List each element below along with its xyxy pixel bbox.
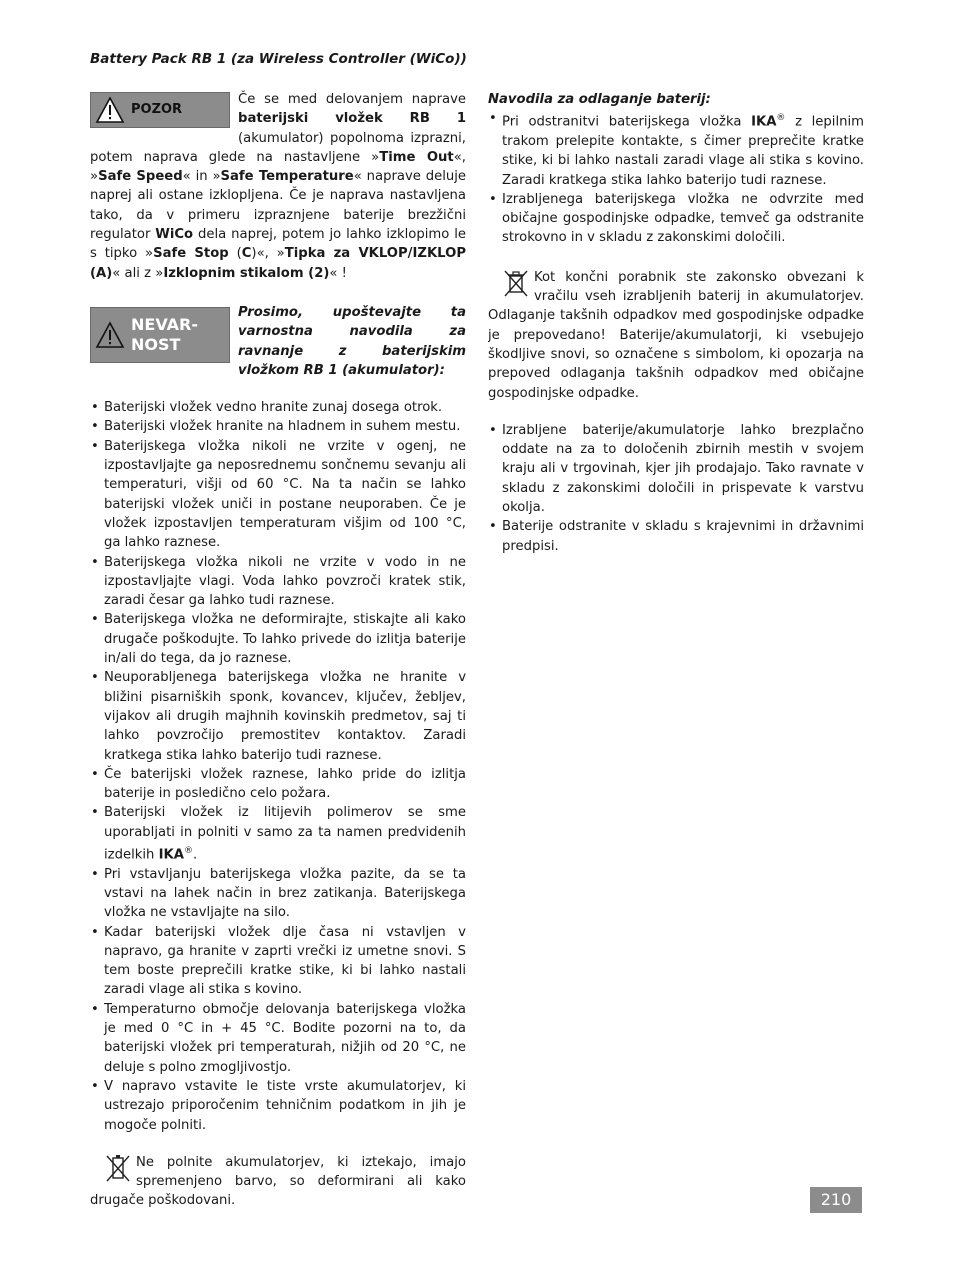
list-item: • Baterijskega vložka ne deformirajte, stiskajte ali kako drugače poškodujte. To lahko privede do izlitja baterije in/ali do tega, da jo raznese. <box>90 610 466 668</box>
list-item: • Temperaturno območje delovanja baterijskega vložka je med 0 °C in + 45 °C. Bodite pozorni na to, da baterijski vložek pri temperaturah, nižjih od 20 °C, ne deluje s polno zmogljivostjo. <box>90 1000 466 1077</box>
warning-triangle-icon <box>95 321 125 349</box>
safety-bullet-list <box>90 398 466 1135</box>
list-item: • Baterijskega vložka nikoli ne vrzite v ogenj, ne izpostavljajte ga neposrednemu sončnemu sevanju ali temperaturi, višji od 60 °C. Na ta način se lahko baterijski vložek uniči in postane neuporaben. Če je vložek izpostavljen temperaturam višjim od 100 °C, ga lahko raznese. <box>90 437 466 553</box>
left-column <box>90 90 466 1211</box>
list-item: • Baterije odstranite v skladu s krajevnimi in državnimi predpisi. <box>488 517 864 556</box>
right-column <box>488 90 864 556</box>
left-icon-note-text: Ne polnite akumulatorjev, ki iztekajo, imajo spremenjeno barvo, so deformirani ali kako drugače poškodovani. <box>90 1154 466 1209</box>
list-item: • Baterijski vložek iz litijevih polimerov se sme uporabljati in polniti v samo za ta namen predvidenih izdelkih IKA®. <box>90 803 466 864</box>
list-item: • V napravo vstavite le tiste vrste akumulatorjev, ki ustrezajo priporočenim tehničnim podatkom in jih je mogoče polniti. <box>90 1077 466 1135</box>
disposal-bullet-list-top <box>488 109 864 247</box>
pozor-label: POZOR <box>131 102 183 118</box>
right-icon-note <box>488 268 864 403</box>
list-item: • Izrabljene baterije/akumulatorje lahko brezplačno oddate na za to določenih zbirnih mestih v svojem kraju ali v trgovinah, kjer jih prodajajo. Tako ravnate v skladu z zakonskimi določili in prispevate k varstvu okolja. <box>488 421 864 517</box>
page-number: 210 <box>810 1187 862 1213</box>
left-icon-note <box>90 1153 466 1211</box>
nevarnost-block <box>90 303 466 380</box>
right-icon-note-text: Kot končni porabnik ste zakonsko obvezani k vračilu vseh izrabljenih baterij in akumulatorjev. Odlaganje takšnih odpadkov med gospodinjske odpadke je prepovedano! Baterije/akumulatorji, ki vsebujejo škodljive snovi, so označene s simbolom, ki opozarja na prepoved odlaganja takšnih odpadkov med običajne gospodinjske odpadke. <box>488 269 864 401</box>
list-item: • Izrabljenega baterijskega vložka ne odvrzite med običajne gospodinjske odpadke, temveč ga odstranite strokovno in v skladu z zakonskimi določili. <box>488 190 864 248</box>
list-item: • Pri vstavljanju baterijskega vložka pazite, da se ta vstavi na lahek način in brez zatikanja. Baterijskega vložka ne vstavljajte na silo. <box>90 865 466 923</box>
nevarnost-warning-box <box>90 307 230 363</box>
list-item: • Baterijski vložek hranite na hladnem in suhem mestu. <box>90 417 466 436</box>
page-header-title: Battery Pack RB 1 (za Wireless Controller (WiCo)) <box>90 51 467 67</box>
list-item: • Neuporabljenega baterijskega vložka ne hranite v bližini pisarniških sponk, kovancev, ključev, žebljev, vijakov ali drugih majhnih kovinskih predmetov, saj ti lahko povzročijo premostitev kontaktov. Zaradi kratkega stika lahko baterijo tudi raznese. <box>90 668 466 764</box>
warning-triangle-icon <box>95 96 125 124</box>
disposal-title: Navodila za odlaganje baterij: <box>488 92 711 107</box>
crossed-battery-icon <box>104 1153 132 1183</box>
nevarnost-label: NEVAR- NOST <box>131 314 198 354</box>
pozor-block <box>90 90 466 283</box>
pozor-text: Če se med delovanjem naprave baterijski vložek RB 1 (akumulator) popolnoma izprazni, potem naprava glede na nastavljene »Time Out«, »Safe Speed« in »Safe Temperature« naprave deluje naprej ali ostane izklopljena. Če je naprava nastavljena tako, da v primeru izpraznjene baterije brezžični regulator WiCo dela naprej, potem jo lahko izklopimo le s tipko »Safe Stop (C)«, »Tipka za VKLOP/IZKLOP (A)« ali z »Izklopnim stikalom (2)« ! <box>90 92 466 281</box>
disposal-bullet-list-bottom <box>488 421 864 556</box>
nevarnost-intro: Prosimo, upoštevajte ta varnostna navodila za ravnanje z baterijskim vložkom RB 1 (akumulator): <box>238 304 466 378</box>
pozor-warning-box <box>90 92 230 128</box>
list-item: • Baterijski vložek vedno hranite zunaj dosega otrok. <box>90 398 466 417</box>
list-item: • Pri odstranitvi baterijskega vložka IKA® z lepilnim trakom prelepite kontakte, s čimer preprečite kratke stike, ki bi lahko nastali zaradi vlage ali stika s kovino. Zaradi kratkega stika lahko baterijo tudi raznese. <box>488 109 864 190</box>
list-item: • Kadar baterijski vložek dlje časa ni vstavljen v napravo, ga hranite v zaprti vrečki iz umetne snovi. S tem boste preprečili kratke stike, ki bi lahko nastali zaradi vlage ali stika s kovino. <box>90 923 466 1000</box>
crossed-bin-icon <box>502 268 530 298</box>
list-item: • Baterijskega vložka nikoli ne vrzite v vodo in ne izpostavljajte vlagi. Voda lahko povzroči kratek stik, zaradi česar ga lahko tudi raznese. <box>90 553 466 611</box>
list-item: • Če baterijski vložek raznese, lahko pride do izlitja baterije in posledično celo požara. <box>90 765 466 804</box>
